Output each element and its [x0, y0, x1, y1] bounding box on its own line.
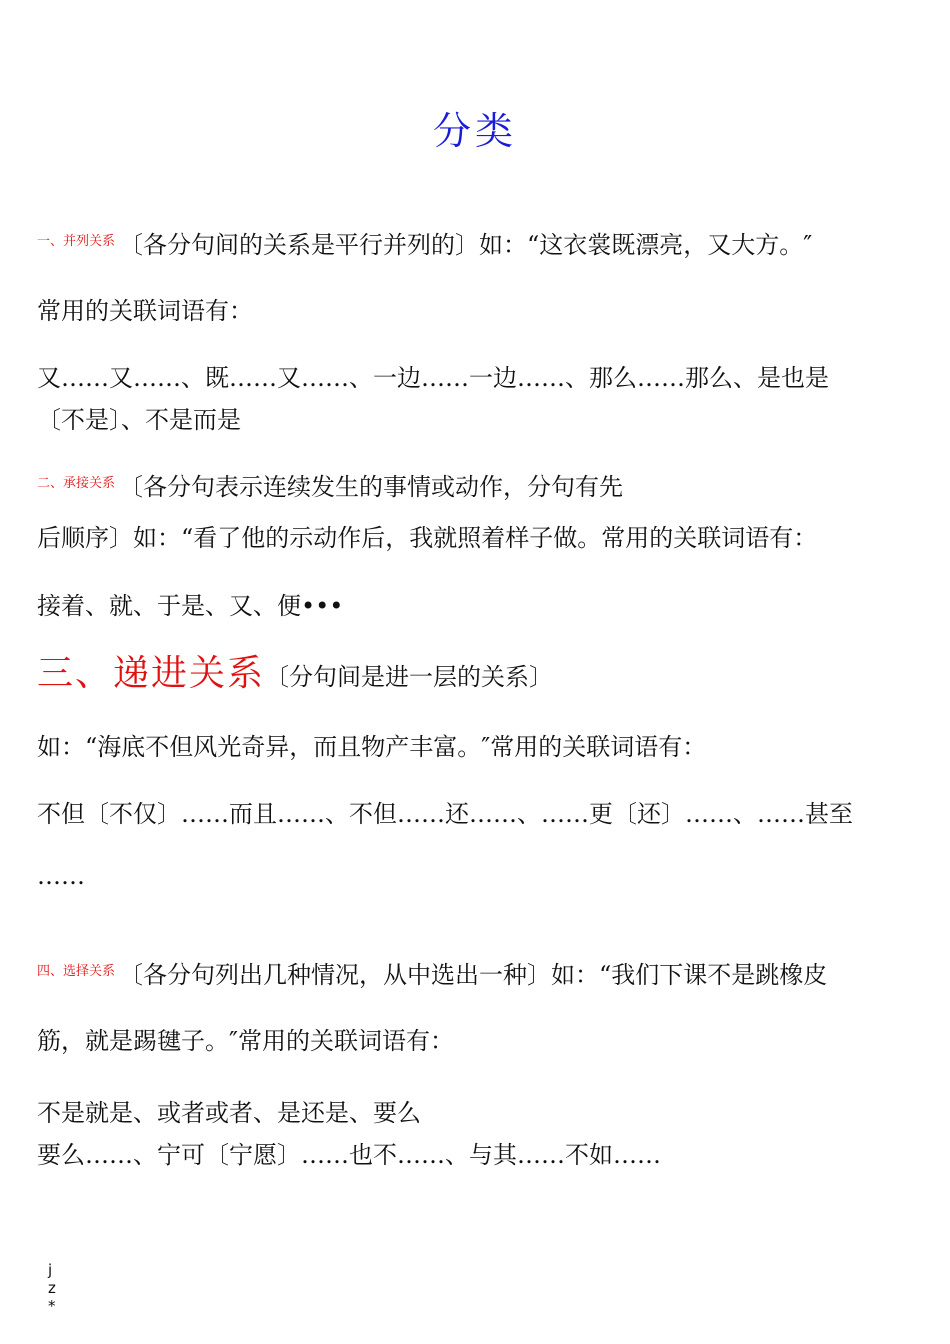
section-4-heading: 四、选择关系: [37, 964, 116, 979]
section-2-intro: [37, 470, 623, 501]
section-1-words-line-2: 〔不是〕、不是而是: [37, 406, 241, 434]
footer-mark-star: *: [48, 1297, 56, 1315]
section-2-words: 接着、就、于是、又、便•••: [37, 592, 344, 620]
footer-mark-j: j: [48, 1261, 53, 1279]
section-1-common-label: 常用的关联词语有：: [37, 297, 253, 325]
section-4-words-line-1: 不是就是、或者或者、是还是、要么: [37, 1099, 421, 1127]
section-3-words-line-2: ……: [37, 862, 85, 890]
section-3-description: 〔分句间是进一层的关系〕: [265, 663, 554, 691]
page-title: 分类: [432, 109, 517, 153]
section-4-description-cont: 筋，就是踢毽子。″常用的关联词语有：: [37, 1027, 454, 1055]
section-1-description: 〔各分句间的关系是平行并列的〕如：“这衣裳既漂亮，又大方。″: [119, 231, 813, 259]
section-4-intro: [37, 958, 827, 989]
section-1-words-line-1: 又……又……、既……又……、一边……一边……、那么……那么、是也是: [37, 364, 829, 392]
section-3-intro: [37, 652, 553, 699]
section-3-example: 如：“海底不但风光奇异，而且物产丰富。″常用的关联词语有：: [37, 733, 707, 761]
section-2-description-cont: 后顺序〕如：“看了他的示动作后，我就照着样子做。常用的关联词语有：: [37, 524, 818, 552]
section-3-words-line-1: 不但〔不仅〕……而且……、不但……还……、……更〔还〕……、……甚至: [37, 800, 853, 828]
section-3-heading: 三、递进关系: [37, 653, 266, 694]
section-4-description: 〔各分句列出几种情况，从中选出一种〕如：“我们下课不是跳橡皮: [119, 961, 828, 989]
section-1-heading: 一、并列关系: [37, 234, 116, 249]
footer-mark-z: z: [48, 1279, 56, 1297]
section-1-intro: [37, 228, 812, 259]
section-4-words-line-2: 要么……、宁可〔宁愿〕……也不……、与其……不如……: [37, 1141, 661, 1169]
section-2-heading: 二、承接关系: [37, 476, 116, 491]
section-2-description: 〔各分句表示连续发生的事情或动作，分句有先: [119, 473, 624, 501]
